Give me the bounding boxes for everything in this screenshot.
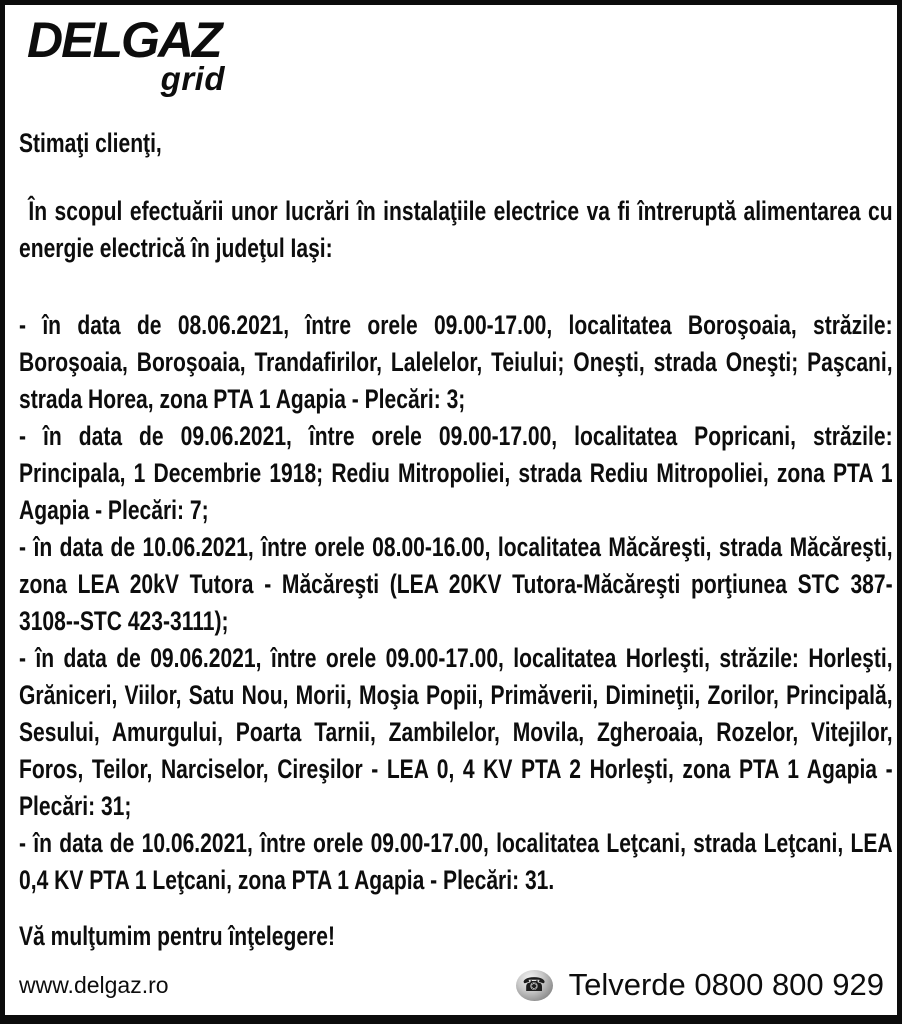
phone-contact (516, 967, 884, 1003)
delgaz-grid-logo (27, 12, 235, 97)
outage-item: - în data de 10.06.2021, între orele 09.00-17.00, localitatea Leţcani, strada Leţcani, LEA 0,4 KV PTA 1 Leţcani, zona PTA 1 Agapia - Plecări: 31. (19, 828, 893, 895)
phone-number-label: Telverde 0800 800 929 (568, 967, 884, 1002)
outage-list (19, 307, 893, 899)
logo-brand-text: DELGAZ (27, 12, 221, 68)
website-link[interactable]: www.delgaz.ro (19, 971, 169, 998)
notice-footer (19, 967, 884, 1003)
outage-item: - în data de 09.06.2021, între orele 09.00-17.00, localitatea Popricani, străzile: Principala, 1 Decembrie 1918; Rediu Mitropoliei, strada Rediu Mitropoliei, zona PTA 1 Agapia - Plecări: 7; (19, 421, 893, 525)
notice-body (19, 125, 893, 955)
outage-item: - în data de 08.06.2021, între orele 09.00-17.00, localitatea Boroşoaia, străzile: Boroşoaia, Boroşoaia, Trandafirilor, Lalelelor, Teiului; Oneşti, strada Oneşti; Paşcani, strada Horea, zona PTA 1 Agapia - Plecări: 3; (19, 310, 893, 414)
logo-product-text: grid (160, 60, 225, 97)
greeting-text: Stimaţi clienţi, (19, 128, 162, 158)
closing-text: Vă mulţumim pentru înţelegere! (19, 921, 335, 951)
outage-item: - în data de 09.06.2021, între orele 09.00-17.00, localitatea Horleşti, străzile: Horleşti, Grăniceri, Viilor, Satu Nou, Morii, Moşia Popii, Primăverii, Dimineţii, Zorilor, Principală, Sesului, Amurgului, Poarta Tarnii, Zambilelor, Movila, Zgheroaia, Rozelor, Vitejilor, Foros, Teilor, Narciselor, Cireşilor - LEA 0, 4 KV PTA 2 Horleşti, zona PTA 1 Agapia - Plecări: 31; (19, 643, 893, 821)
intro-paragraph: În scopul efectuării unor lucrări în instalaţiile electrice va fi întreruptă alimentarea cu energie electrică în judeţul Iaşi: (19, 196, 893, 263)
outage-item: - în data de 10.06.2021, între orele 08.00-16.00, localitatea Măcăreşti, strada Măcăreşti, zona LEA 20kV Tutora - Măcăreşti (LEA 20KV Tutora-Măcăreşti porţiunea STC 387-3108--STC 423-3111); (19, 532, 893, 636)
telephone-icon (516, 970, 553, 1001)
